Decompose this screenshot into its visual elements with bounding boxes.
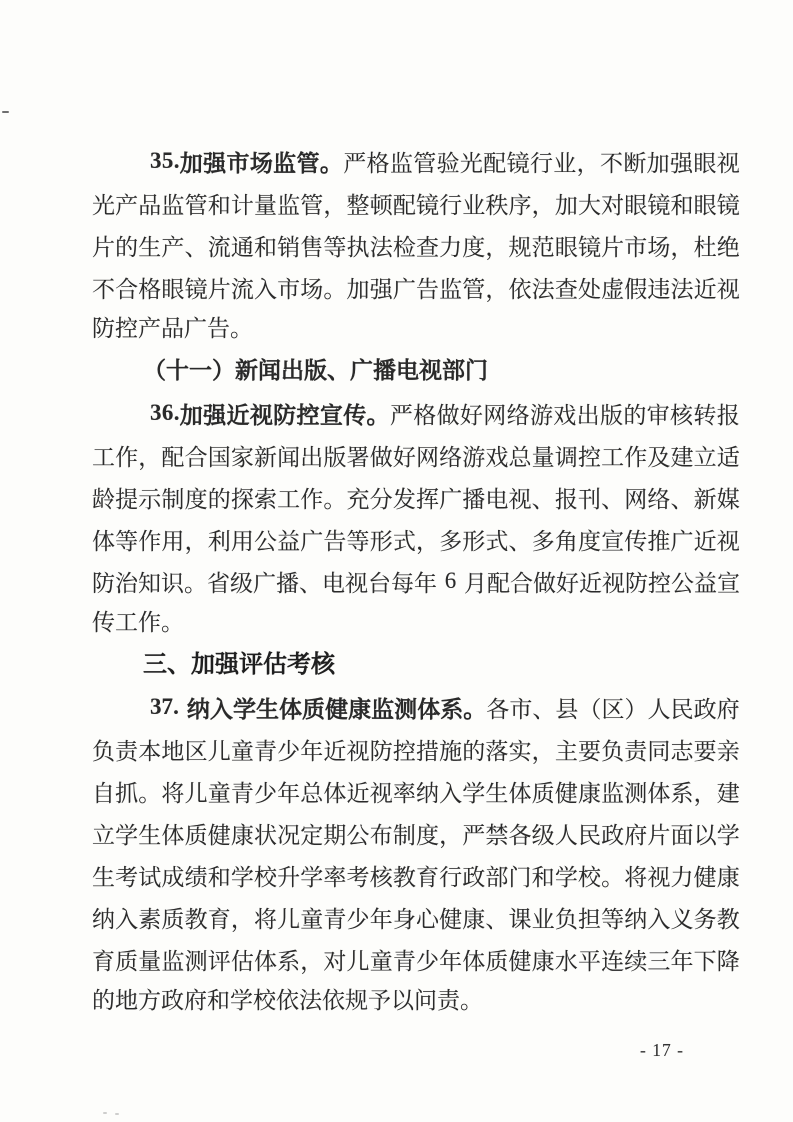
paragraph-37-line-7: 育 质 量 监 测 评 估 体 系 ， 对 儿 童 青 少 年 体 质 健 康 水 平 连 续 三 年 下 降	[92, 948, 740, 974]
heading-section-3-line-1: 三、加强评估考核	[143, 651, 335, 678]
paragraph-36	[92, 392, 740, 644]
paragraph-37-line-3: 自 抓 。 将 儿 童 青 少 年 总 体 近 视 率 纳 入 学 生 体 质 健 康 监 测 体 系 ， 建	[92, 780, 740, 806]
paragraph-35-line-2: 光 产 品 监 管 和 计 量 监 管 ， 整 顿 配 镜 行 业 秩 序 ， 加 大 对 眼 镜 和 眼 镜	[92, 192, 740, 218]
paragraph-36-line-1: 3 6 . 加 强 近 视 防 控 宣 传 。 严 格 做 好 网 络 游 戏 出 版 的 审 核 转 报	[150, 400, 740, 428]
scan-artifact-dash	[2, 111, 9, 113]
paragraph-36-line-6: 传工作。	[92, 610, 184, 635]
paragraph-37-line-2: 负 责 本 地 区 儿 童 青 少 年 近 视 防 控 措 施 的 落 实 ， 主 要 负 责 同 志 要 亲	[92, 738, 740, 764]
paragraph-36-line-4: 体 等 作 用 ， 利 用 公 益 广 告 等 形 式 ， 多 形 式 、 多 角 度 宣 传 推 广 近 视	[92, 528, 740, 554]
document-text-block	[92, 140, 740, 1022]
paragraph-36-line-2: 工 作 ， 配 合 国 家 新 闻 出 版 署 做 好 网 络 游 戏 总 量 调 控 工 作 及 建 立 适	[92, 444, 740, 470]
paragraph-36-line-3: 龄 提 示 制 度 的 探 索 工 作 。 充 分 发 挥 广 播 电 视 、 报 刊 、 网 络 、 新 媒	[92, 486, 740, 512]
paragraph-37-line-4: 立 学 生 体 质 健 康 状 况 定 期 公 布 制 度 ， 严 禁 各 级 人 民 政 府 片 面 以 学	[92, 822, 740, 848]
heading-section-3	[92, 644, 740, 686]
heading-section-11	[92, 350, 740, 392]
paragraph-35	[92, 140, 740, 350]
paragraph-37-line-6: 纳 入 素 质 教 育 ， 将 儿 童 青 少 年 身 心 健 康 、 课 业 负 担 等 纳 入 义 务 教	[92, 906, 740, 932]
paragraph-35-line-4: 不 合 格 眼 镜 片 流 入 市 场 。 加 强 广 告 监 管 ， 依 法 查 处 虚 假 违 法 近 视	[92, 276, 740, 302]
paragraph-35-line-1: 3 5 . 加 强 市 场 监 管 。 严 格 监 管 验 光 配 镜 行 业 ， 不 断 加 强 眼 视	[150, 148, 740, 176]
page-number: - 17 -	[640, 1040, 684, 1060]
scan-artifact-speck	[103, 1112, 107, 1114]
paragraph-36-line-5: 防 治 知 识 。 省 级 广 播 、 电 视 台 每 年 6 月 配 合 做 好 近 视 防 控 公 益 宣	[92, 568, 740, 596]
paragraph-37	[92, 686, 740, 1022]
paragraph-35-line-5: 防控产品广告。	[92, 316, 253, 341]
paragraph-37-line-8: 的地方政府和学校依法依规予以问责。	[92, 988, 483, 1013]
scan-artifact-speck	[115, 1113, 119, 1115]
heading-section-11-line-1: （十一）新闻出版、广播电视部门	[143, 358, 488, 383]
paragraph-37-line-5: 生 考 试 成 绩 和 学 校 升 学 率 考 核 教 育 行 政 部 门 和 学 校 。 将 视 力 健 康	[92, 864, 740, 890]
paragraph-35-line-3: 片 的 生 产 、 流 通 和 销 售 等 执 法 检 查 力 度 ， 规 范 眼 镜 片 市 场 ， 杜 绝	[92, 234, 740, 260]
paragraph-37-line-1: 3 7 . 纳 入 学 生 体 质 健 康 监 测 体 系 。 各 市 、 县 （ 区 ） 人 民 政 府	[150, 694, 740, 722]
